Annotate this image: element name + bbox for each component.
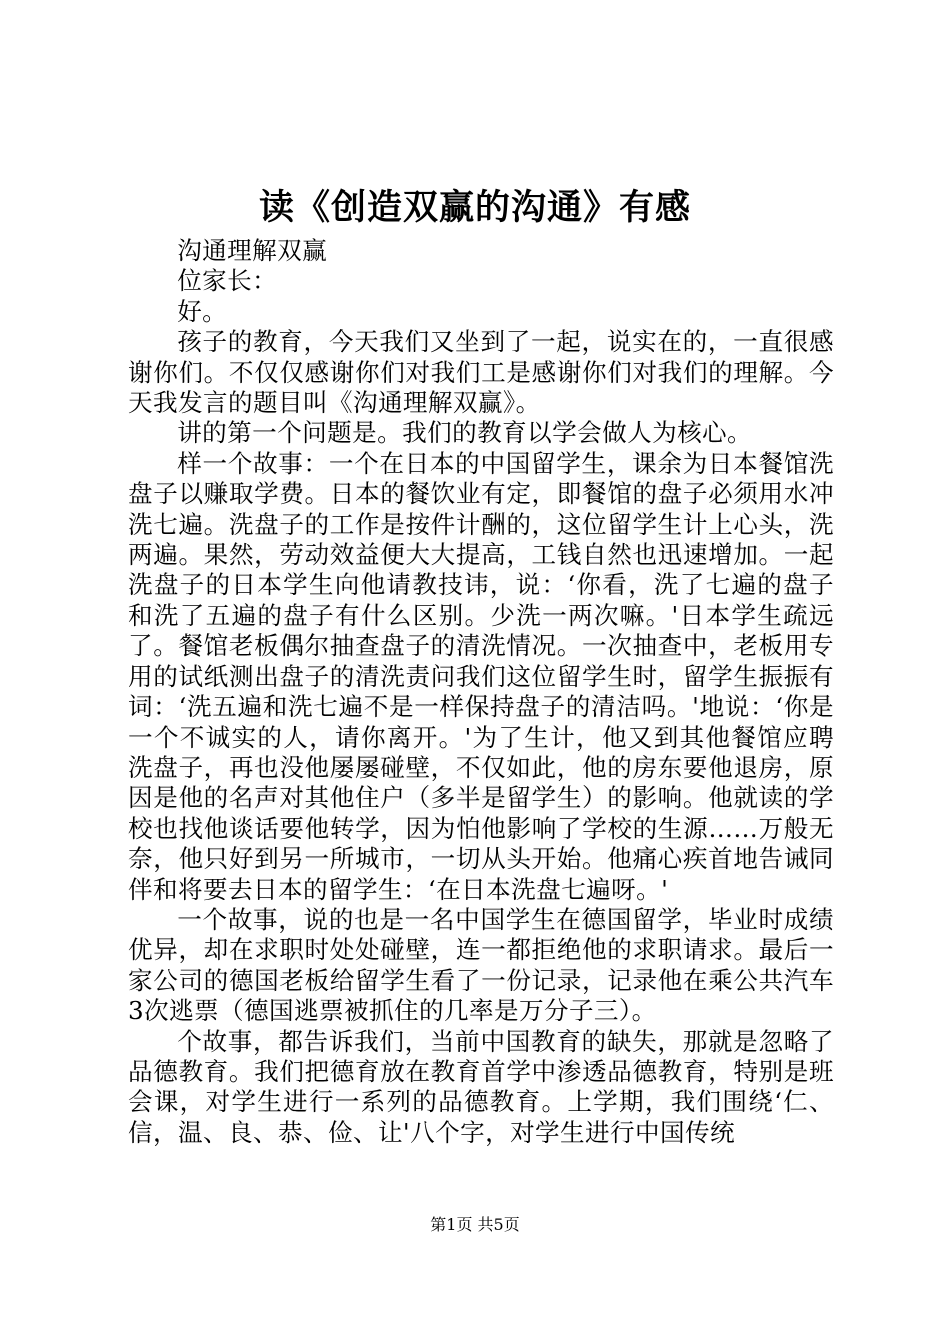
paragraph-salutation: 位家长： [177,266,278,296]
document-body [128,236,834,1148]
paragraph-japan-story: 样一个故事：一个在日本的中国留学生，课余为日本餐馆洗盘子以赚取学费。日本的餐饮业有定，即餐馆的盘子必须用水冲洗七遍。洗盘子的工作是按件计酬的，这位留学生计上心头，洗两遍。果然，劳动效益便大大提高，工钱自然也迅速增加。一起洗盘子的日本学生向他请教技讳，说：‘你看，洗了七遍的盘子和洗了五遍的盘子有什么区别。少洗一两次嘛。'日本学生疏远了。餐馆老板偶尔抽查盘子的清洗情况。一次抽查中，老板用专用的试纸测出盘子的清洗责问我们这位留学生时，留学生振振有词：‘洗五遍和洗七遍不是一样保持盘子的清洁吗。'地说：‘你是一个不诚实的人，请你离开。'为了生计，他又到其他餐馆应聘洗盘子，再也没他屡屡碰壁，不仅如此，他的房东要他退房，原因是他的名声对其他住户（多半是留学生）的影响。他就读的学校也找他谈话要他转学，因为怕他影响了学校的生源……万般无奈，他只好到另一所城市，一切从头开始。他痛心疾首地告诫同伴和将要去日本的留学生：‘在日本洗盘七遍呀。' [128,448,834,904]
paragraph-intro: 孩子的教育，今天我们又坐到了一起，说实在的，一直很感谢你们。不仅仅感谢你们对我们工是感谢你们对我们的理解。今天我发言的题目叫《沟通理解双赢》。 [128,327,834,418]
document-title: 读《创造双赢的沟通》有感 [258,187,691,228]
paragraph-germany-story: 一个故事，说的也是一名中国学生在德国留学，毕业时成绩优异，却在求职时处处碰壁，连一都拒绝他的求职请求。最后一家公司的德国老板给留学生看了一份记录，记录他在乘公共汽车3次逃票（德国逃票被抓住的几率是万分子三）。 [128,904,834,1026]
paragraph-first-topic: 讲的第一个问题是。我们的教育以学会做人为核心。 [177,418,753,448]
page-footer: 第1页 共5页 [430,1215,520,1234]
paragraph-subtitle: 沟通理解双赢 [177,236,328,265]
paragraph-greeting: 好。 [177,296,228,326]
paragraph-conclusion: 个故事，都告诉我们，当前中国教育的缺失，那就是忽略了品德教育。我们把德育放在教育首学中渗透品德教育，特别是班会课，对学生进行一系列的品德教育。上学期，我们围绕‘仁、信，温、良、恭、俭、让'八个字，对学生进行中国传统 [128,1026,834,1147]
